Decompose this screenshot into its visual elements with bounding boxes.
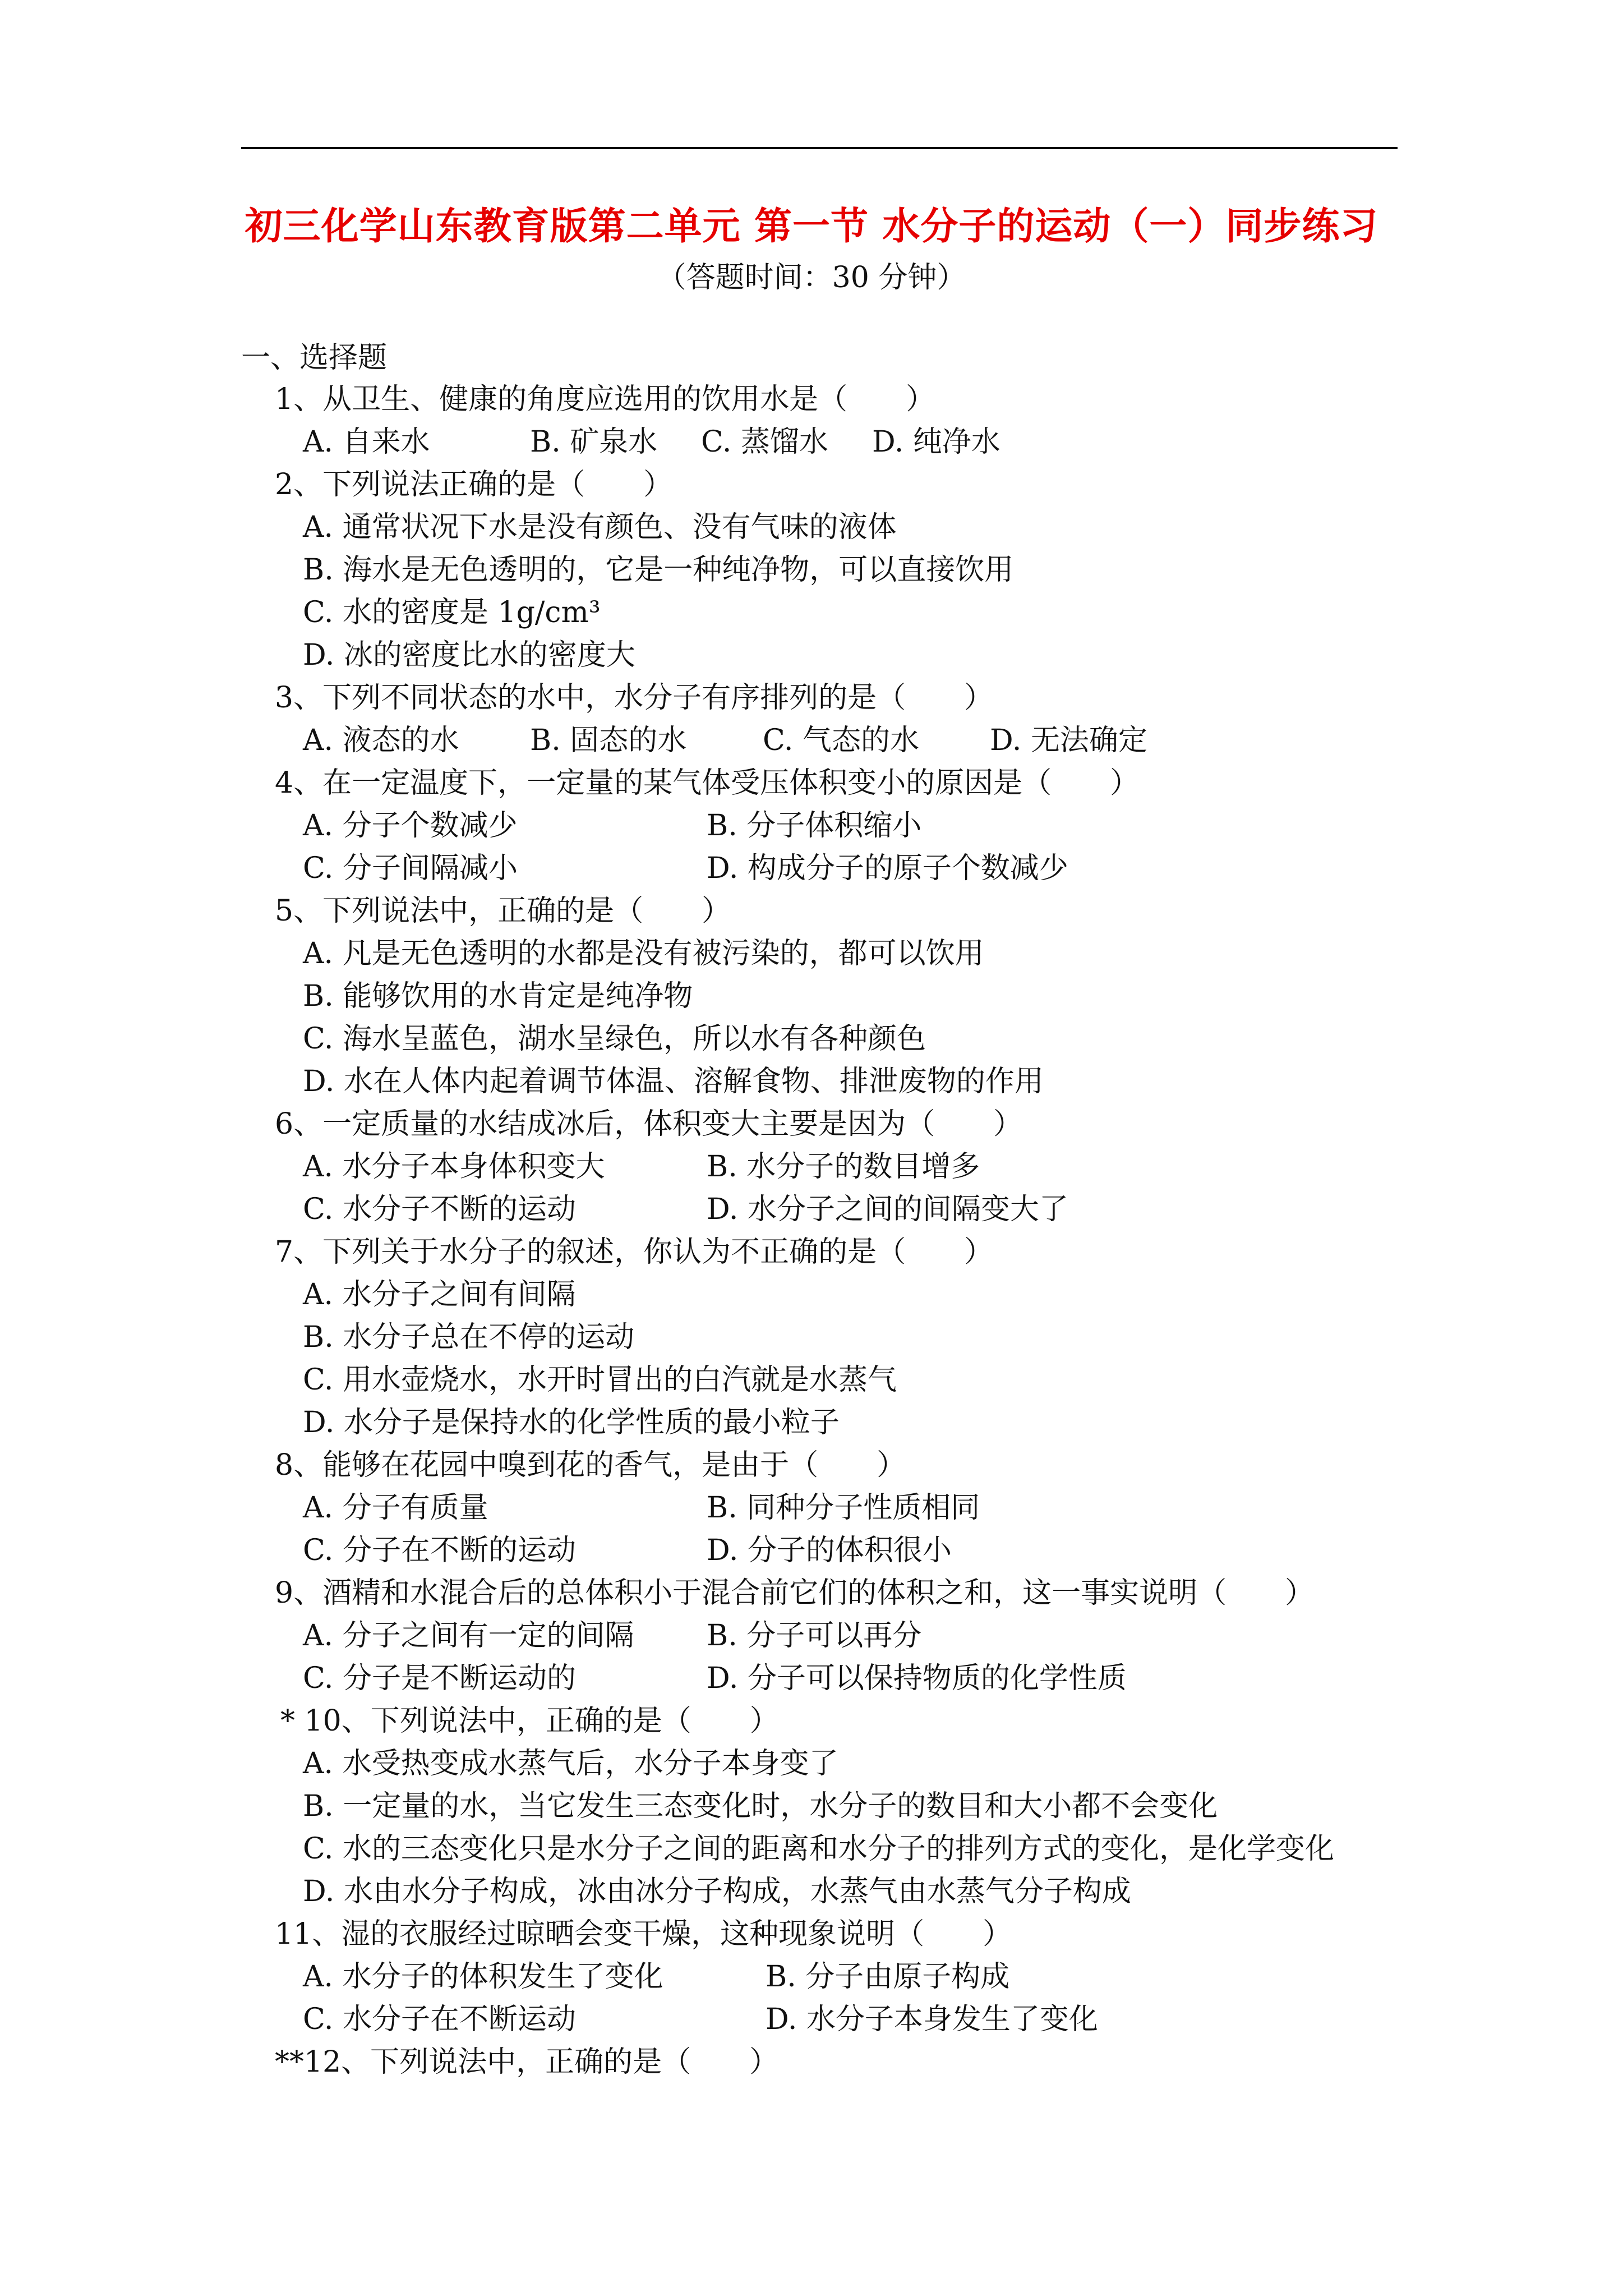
question-3-option-d: D. 无法确定 <box>990 724 1147 757</box>
question-12-stem: **12、下列说法中，正确的是（ ） <box>275 2045 779 2079</box>
question-11-option-b: B. 分子由原子构成 <box>766 1960 1010 1994</box>
question-2-stem: 2、下列说法正确的是（ ） <box>275 468 673 501</box>
question-5-option-d: D. 水在人体内起着调节体温、溶解食物、排泄废物的作用 <box>303 1065 1044 1098</box>
question-6-stem: 6、一定质量的水结成冰后，体积变大主要是因为（ ） <box>275 1107 1023 1141</box>
question-5-option-b: B. 能够饮用的水肯定是纯净物 <box>303 979 693 1013</box>
question-1-option-c: C. 蒸馏水 <box>701 425 828 459</box>
question-4-options-row-1 <box>303 808 921 844</box>
question-6-option-a: A. 水分子本身体积变大 <box>303 1150 605 1184</box>
question-4-option-c: C. 分子间隔减小 <box>303 852 518 885</box>
question-9-stem: 9、酒精和水混合后的总体积小于混合前它们的体积之和，这一事实说明（ ） <box>275 1576 1315 1610</box>
question-7-option-d: D. 水分子是保持水的化学性质的最小粒子 <box>303 1406 840 1439</box>
question-5-option-c: C. 海水呈蓝色，湖水呈绿色，所以水有各种颜色 <box>303 1022 926 1056</box>
question-6-option-b: B. 水分子的数目增多 <box>707 1150 980 1184</box>
question-3-option-c: C. 气态的水 <box>763 724 919 757</box>
question-6-options-row-1 <box>303 1149 980 1185</box>
question-2-option-c: C. 水的密度是 1g/cm³ <box>303 596 601 629</box>
question-2-option-a: A. 通常状况下水是没有颜色、没有气味的液体 <box>303 510 897 544</box>
question-1-option-b: B. 矿泉水 <box>530 425 658 459</box>
question-8-option-c: C. 分子在不断的运动 <box>303 1534 576 1567</box>
question-8-option-b: B. 同种分子性质相同 <box>707 1491 980 1525</box>
question-8-options-row-1 <box>303 1490 980 1526</box>
section-heading: 一、选择题 <box>241 341 388 375</box>
question-7-option-c: C. 用水壶烧水，水开时冒出的白汽就是水蒸气 <box>303 1363 897 1397</box>
question-9-option-b: B. 分子可以再分 <box>707 1619 922 1653</box>
question-9-option-a: A. 分子之间有一定的间隔 <box>303 1619 634 1653</box>
question-9-option-d: D. 分子可以保持物质的化学性质 <box>707 1662 1127 1695</box>
question-6-option-d: D. 水分子之间的间隔变大了 <box>707 1193 1068 1226</box>
question-10-option-b: B. 一定量的水，当它发生三态变化时，水分子的数目和大小都不会变化 <box>303 1789 1218 1823</box>
question-4-option-b: B. 分子体积缩小 <box>707 809 922 843</box>
question-5-option-a: A. 凡是无色透明的水都是没有被污染的，都可以饮用 <box>303 937 984 970</box>
question-1-stem: 1、从卫生、健康的角度应选用的饮用水是（ ） <box>275 383 935 416</box>
question-1-option-d: D. 纯净水 <box>872 425 1000 459</box>
question-10-option-a: A. 水受热变成水蒸气后，水分子本身变了 <box>303 1747 838 1780</box>
question-7-option-b: B. 水分子总在不停的运动 <box>303 1320 635 1354</box>
question-2-option-d: D. 冰的密度比水的密度大 <box>303 638 635 672</box>
question-3-stem: 3、下列不同状态的水中，水分子有序排列的是（ ） <box>275 681 994 715</box>
question-10-stem: * 10、下列说法中，正确的是（ ） <box>280 1704 779 1738</box>
question-11-options-row-2 <box>303 2001 1098 2037</box>
question-9-options-row-1 <box>303 1618 921 1654</box>
question-11-option-c: C. 水分子在不断运动 <box>303 2003 576 2036</box>
question-1-option-a: A. 自来水 <box>303 425 430 459</box>
header-rule <box>241 147 1398 149</box>
question-8-option-a: A. 分子有质量 <box>303 1491 488 1525</box>
question-8-options-row-2 <box>303 1533 952 1568</box>
question-4-stem: 4、在一定温度下，一定量的某气体受压体积变小的原因是（ ） <box>275 766 1140 800</box>
question-10-option-d: D. 水由水分子构成，冰由冰分子构成，水蒸气由水蒸气分子构成 <box>303 1875 1131 1908</box>
question-11-options-row-1 <box>303 1959 1009 1995</box>
question-4-option-a: A. 分子个数减少 <box>303 809 518 843</box>
question-8-option-d: D. 分子的体积很小 <box>707 1534 952 1567</box>
question-2-option-b: B. 海水是无色透明的，它是一种纯净物，可以直接饮用 <box>303 553 1014 587</box>
question-4-option-d: D. 构成分子的原子个数减少 <box>707 852 1068 885</box>
question-11-option-d: D. 水分子本身发生了变化 <box>766 2003 1098 2036</box>
question-7-option-a: A. 水分子之间有间隔 <box>303 1278 576 1312</box>
question-1-options <box>303 424 1000 460</box>
page-subtitle: （答题时间：30 分钟） <box>657 261 966 295</box>
question-6-option-c: C. 水分子不断的运动 <box>303 1193 576 1226</box>
question-7-stem: 7、下列关于水分子的叙述，你认为不正确的是（ ） <box>275 1235 994 1269</box>
page-title: 初三化学山东教育版第二单元 第一节 水分子的运动（一）同步练习 <box>245 204 1378 248</box>
question-3-option-a: A. 液态的水 <box>303 724 459 757</box>
question-5-stem: 5、下列说法中，正确的是（ ） <box>275 894 731 928</box>
question-10-option-c: C. 水的三态变化只是水分子之间的距离和水分子的排列方式的变化，是化学变化 <box>303 1832 1334 1866</box>
question-8-stem: 8、能够在花园中嗅到花的香气，是由于（ ） <box>275 1448 906 1482</box>
question-3-options <box>303 723 1147 758</box>
question-3-option-b: B. 固态的水 <box>530 724 687 757</box>
question-4-options-row-2 <box>303 850 1068 886</box>
question-11-stem: 11、湿的衣服经过晾晒会变干燥，这种现象说明（ ） <box>275 1917 1012 1951</box>
question-6-options-row-2 <box>303 1191 1068 1227</box>
question-9-options-row-2 <box>303 1660 1127 1696</box>
question-11-option-a: A. 水分子的体积发生了变化 <box>303 1960 663 1994</box>
question-9-option-c: C. 分子是不断运动的 <box>303 1662 576 1695</box>
